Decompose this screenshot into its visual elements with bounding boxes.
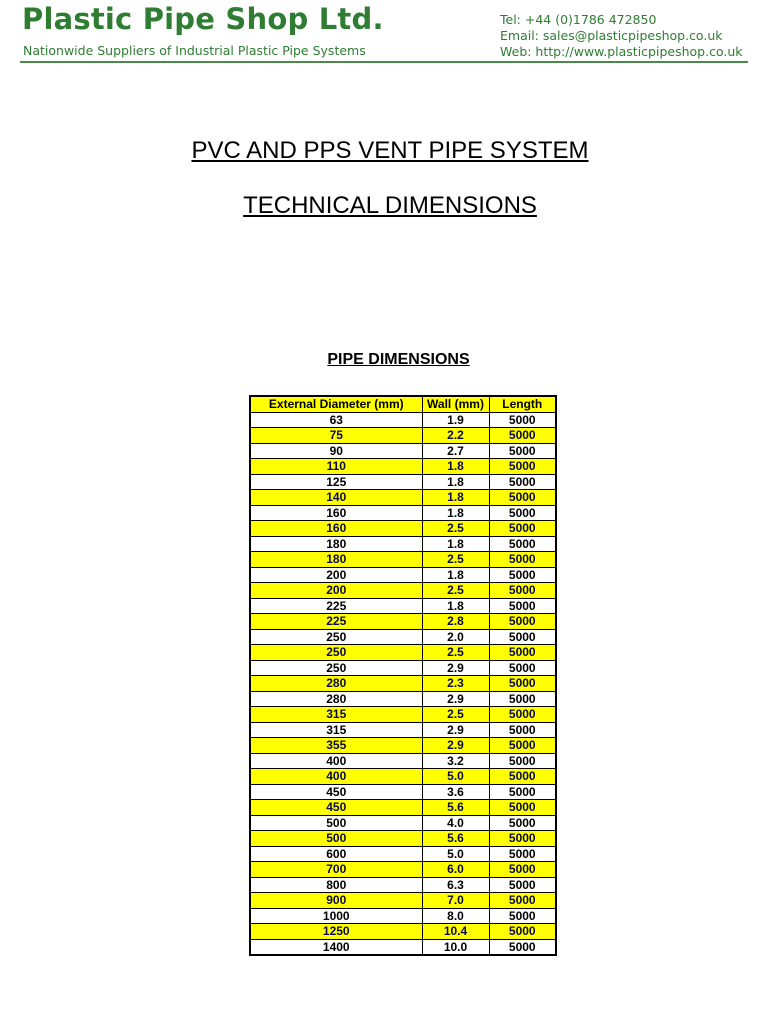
column-header-wall: Wall (mm) — [422, 396, 489, 412]
cell-external-diameter: 800 — [250, 877, 422, 893]
table-row — [250, 474, 556, 490]
table-row — [250, 645, 556, 661]
cell-wall: 2.9 — [422, 722, 489, 738]
cell-wall: 2.9 — [422, 738, 489, 754]
table-row — [250, 893, 556, 909]
cell-external-diameter: 225 — [250, 598, 422, 614]
cell-wall: 2.5 — [422, 521, 489, 537]
cell-wall: 2.9 — [422, 691, 489, 707]
cell-length: 5000 — [489, 412, 556, 428]
cell-external-diameter: 180 — [250, 536, 422, 552]
cell-length: 5000 — [489, 490, 556, 506]
cell-wall: 7.0 — [422, 893, 489, 909]
cell-external-diameter: 700 — [250, 862, 422, 878]
table-row — [250, 583, 556, 599]
cell-wall: 2.0 — [422, 629, 489, 645]
cell-external-diameter: 280 — [250, 676, 422, 692]
pipe-dimensions-table — [249, 395, 557, 956]
cell-external-diameter: 160 — [250, 521, 422, 537]
table-row — [250, 552, 556, 568]
cell-wall: 6.0 — [422, 862, 489, 878]
cell-length: 5000 — [489, 536, 556, 552]
cell-length: 5000 — [489, 753, 556, 769]
cell-wall: 5.6 — [422, 800, 489, 816]
cell-length: 5000 — [489, 676, 556, 692]
cell-wall: 1.8 — [422, 567, 489, 583]
cell-external-diameter: 900 — [250, 893, 422, 909]
cell-wall: 2.5 — [422, 645, 489, 661]
cell-external-diameter: 63 — [250, 412, 422, 428]
table-row — [250, 769, 556, 785]
cell-external-diameter: 140 — [250, 490, 422, 506]
table-row — [250, 862, 556, 878]
table-body — [250, 412, 556, 955]
cell-external-diameter: 110 — [250, 459, 422, 475]
table-row — [250, 707, 556, 723]
table-row — [250, 800, 556, 816]
cell-external-diameter: 225 — [250, 614, 422, 630]
cell-length: 5000 — [489, 443, 556, 459]
cell-wall: 1.8 — [422, 598, 489, 614]
cell-length: 5000 — [489, 877, 556, 893]
cell-wall: 2.2 — [422, 428, 489, 444]
cell-wall: 6.3 — [422, 877, 489, 893]
table-row — [250, 443, 556, 459]
cell-length: 5000 — [489, 846, 556, 862]
cell-length: 5000 — [489, 908, 556, 924]
column-header-external-diameter: External Diameter (mm) — [250, 396, 422, 412]
table-row — [250, 939, 556, 955]
cell-wall: 1.9 — [422, 412, 489, 428]
section-title: PIPE DIMENSIONS — [327, 351, 470, 368]
cell-external-diameter: 1000 — [250, 908, 422, 924]
cell-length: 5000 — [489, 893, 556, 909]
cell-external-diameter: 90 — [250, 443, 422, 459]
cell-length: 5000 — [489, 428, 556, 444]
cell-external-diameter: 315 — [250, 722, 422, 738]
table-row — [250, 614, 556, 630]
cell-length: 5000 — [489, 645, 556, 661]
cell-wall: 2.8 — [422, 614, 489, 630]
table-row — [250, 908, 556, 924]
table-row — [250, 784, 556, 800]
cell-length: 5000 — [489, 691, 556, 707]
cell-wall: 2.5 — [422, 583, 489, 599]
cell-length: 5000 — [489, 722, 556, 738]
cell-external-diameter: 400 — [250, 753, 422, 769]
table-header-row — [250, 396, 556, 412]
table-row — [250, 412, 556, 428]
cell-external-diameter: 500 — [250, 815, 422, 831]
cell-external-diameter: 450 — [250, 784, 422, 800]
column-header-length: Length — [489, 396, 556, 412]
cell-external-diameter: 180 — [250, 552, 422, 568]
cell-length: 5000 — [489, 738, 556, 754]
cell-external-diameter: 400 — [250, 769, 422, 785]
cell-wall: 1.8 — [422, 459, 489, 475]
table-row — [250, 490, 556, 506]
table-row — [250, 660, 556, 676]
table-row — [250, 428, 556, 444]
cell-wall: 2.5 — [422, 552, 489, 568]
cell-wall: 8.0 — [422, 908, 489, 924]
cell-length: 5000 — [489, 505, 556, 521]
table-row — [250, 598, 556, 614]
cell-external-diameter: 75 — [250, 428, 422, 444]
cell-length: 5000 — [489, 939, 556, 955]
cell-external-diameter: 160 — [250, 505, 422, 521]
table-row — [250, 567, 556, 583]
cell-length: 5000 — [489, 660, 556, 676]
cell-external-diameter: 600 — [250, 846, 422, 862]
cell-wall: 5.0 — [422, 769, 489, 785]
table-row — [250, 877, 556, 893]
cell-length: 5000 — [489, 769, 556, 785]
table-row — [250, 831, 556, 847]
cell-length: 5000 — [489, 629, 556, 645]
cell-wall: 5.6 — [422, 831, 489, 847]
table-row — [250, 505, 556, 521]
table-row — [250, 521, 556, 537]
document-subtitle: TECHNICAL DIMENSIONS — [243, 192, 537, 219]
header-divider — [20, 61, 748, 63]
contact-tel: Tel: +44 (0)1786 472850 — [500, 12, 657, 27]
cell-external-diameter: 125 — [250, 474, 422, 490]
cell-wall: 5.0 — [422, 846, 489, 862]
table-row — [250, 753, 556, 769]
cell-external-diameter: 200 — [250, 583, 422, 599]
table-row — [250, 722, 556, 738]
cell-wall: 4.0 — [422, 815, 489, 831]
cell-length: 5000 — [489, 521, 556, 537]
cell-external-diameter: 250 — [250, 645, 422, 661]
company-tagline: Nationwide Suppliers of Industrial Plastic Pipe Systems — [23, 43, 366, 58]
table-row — [250, 815, 556, 831]
cell-wall: 2.7 — [422, 443, 489, 459]
cell-external-diameter: 500 — [250, 831, 422, 847]
cell-length: 5000 — [489, 800, 556, 816]
cell-length: 5000 — [489, 459, 556, 475]
cell-length: 5000 — [489, 831, 556, 847]
cell-wall: 2.3 — [422, 676, 489, 692]
cell-wall: 1.8 — [422, 536, 489, 552]
cell-external-diameter: 250 — [250, 660, 422, 676]
cell-external-diameter: 250 — [250, 629, 422, 645]
company-name: Plastic Pipe Shop Ltd. — [22, 2, 384, 36]
contact-web: Web: http://www.plasticpipeshop.co.uk — [500, 44, 743, 59]
table-row — [250, 629, 556, 645]
table-row — [250, 459, 556, 475]
cell-length: 5000 — [489, 598, 556, 614]
cell-external-diameter: 280 — [250, 691, 422, 707]
cell-external-diameter: 200 — [250, 567, 422, 583]
cell-length: 5000 — [489, 784, 556, 800]
cell-wall: 2.9 — [422, 660, 489, 676]
table-row — [250, 536, 556, 552]
cell-length: 5000 — [489, 614, 556, 630]
cell-length: 5000 — [489, 474, 556, 490]
contact-email: Email: sales@plasticpipeshop.co.uk — [500, 28, 723, 43]
cell-external-diameter: 1400 — [250, 939, 422, 955]
cell-wall: 1.8 — [422, 490, 489, 506]
cell-length: 5000 — [489, 552, 556, 568]
cell-wall: 3.6 — [422, 784, 489, 800]
table-row — [250, 738, 556, 754]
cell-wall: 1.8 — [422, 505, 489, 521]
cell-external-diameter: 315 — [250, 707, 422, 723]
cell-length: 5000 — [489, 862, 556, 878]
cell-length: 5000 — [489, 707, 556, 723]
cell-external-diameter: 1250 — [250, 924, 422, 940]
letterhead — [0, 0, 768, 64]
cell-wall: 3.2 — [422, 753, 489, 769]
document-title: PVC AND PPS VENT PIPE SYSTEM — [191, 137, 589, 164]
cell-length: 5000 — [489, 815, 556, 831]
cell-external-diameter: 450 — [250, 800, 422, 816]
cell-wall: 10.4 — [422, 924, 489, 940]
cell-wall: 2.5 — [422, 707, 489, 723]
cell-length: 5000 — [489, 583, 556, 599]
cell-external-diameter: 355 — [250, 738, 422, 754]
cell-length: 5000 — [489, 567, 556, 583]
table-row — [250, 691, 556, 707]
table-row — [250, 846, 556, 862]
cell-wall: 1.8 — [422, 474, 489, 490]
contact-block — [500, 12, 743, 60]
cell-length: 5000 — [489, 924, 556, 940]
table-row — [250, 676, 556, 692]
table-row — [250, 924, 556, 940]
cell-wall: 10.0 — [422, 939, 489, 955]
